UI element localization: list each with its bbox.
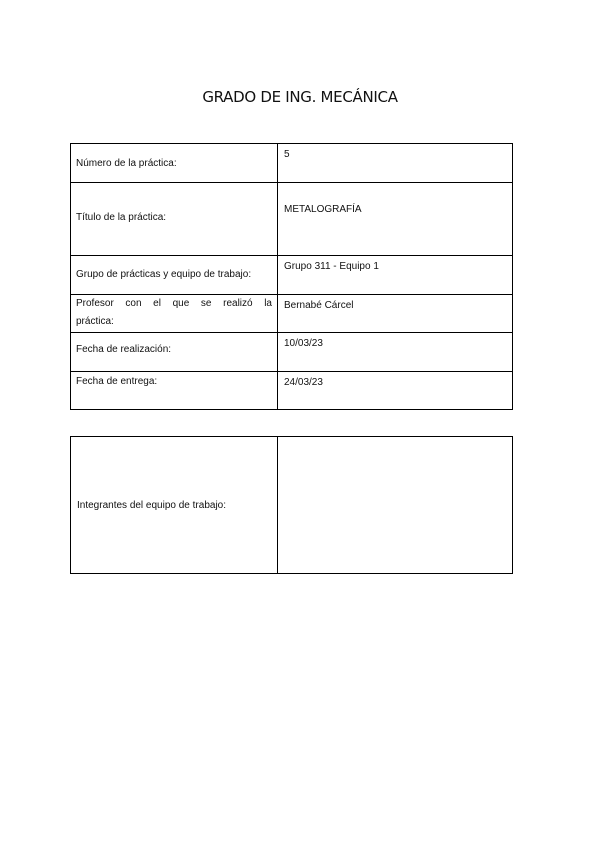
value-cell	[278, 333, 513, 372]
table-row	[71, 295, 513, 333]
group-label: Grupo de prácticas y equipo de trabajo:	[76, 269, 252, 280]
table-row	[71, 437, 513, 574]
document-title: GRADO DE ING. MECÁNICA	[202, 88, 398, 106]
label-cell	[71, 183, 278, 256]
label-cell	[71, 372, 278, 410]
value-cell	[278, 372, 513, 410]
label-cell	[71, 256, 278, 295]
table-row	[71, 333, 513, 372]
table-row	[71, 144, 513, 183]
label-cell	[71, 437, 278, 574]
label-cell	[71, 295, 278, 333]
completion-date-value: 10/03/23	[284, 338, 323, 349]
teacher-value: Bernabé Cárcel	[284, 300, 354, 311]
practice-number-label: Número de la práctica:	[76, 158, 177, 169]
practice-number-value: 5	[284, 149, 290, 160]
label-cell	[71, 144, 278, 183]
practice-title-value: METALOGRAFÍA	[284, 204, 362, 215]
team-members-table	[70, 436, 513, 574]
table-row	[71, 256, 513, 295]
value-cell	[278, 256, 513, 295]
group-value: Grupo 311 - Equipo 1	[284, 261, 379, 272]
team-members-value	[278, 437, 513, 574]
label-cell	[71, 333, 278, 372]
completion-date-label: Fecha de realización:	[76, 344, 172, 355]
value-cell	[278, 144, 513, 183]
team-members-label: Integrantes del equipo de trabajo:	[77, 499, 226, 511]
table-row	[71, 183, 513, 256]
value-cell	[278, 183, 513, 256]
teacher-label-line2: práctica:	[76, 316, 114, 327]
practice-title-label: Título de la práctica:	[76, 212, 167, 223]
delivery-date-value: 24/03/23	[284, 377, 323, 388]
practice-info-table	[70, 143, 513, 410]
delivery-date-label: Fecha de entrega:	[76, 376, 158, 387]
table-row	[71, 372, 513, 410]
teacher-label-line1: Profesor con el que se realizó la	[76, 298, 272, 309]
value-cell	[278, 295, 513, 333]
